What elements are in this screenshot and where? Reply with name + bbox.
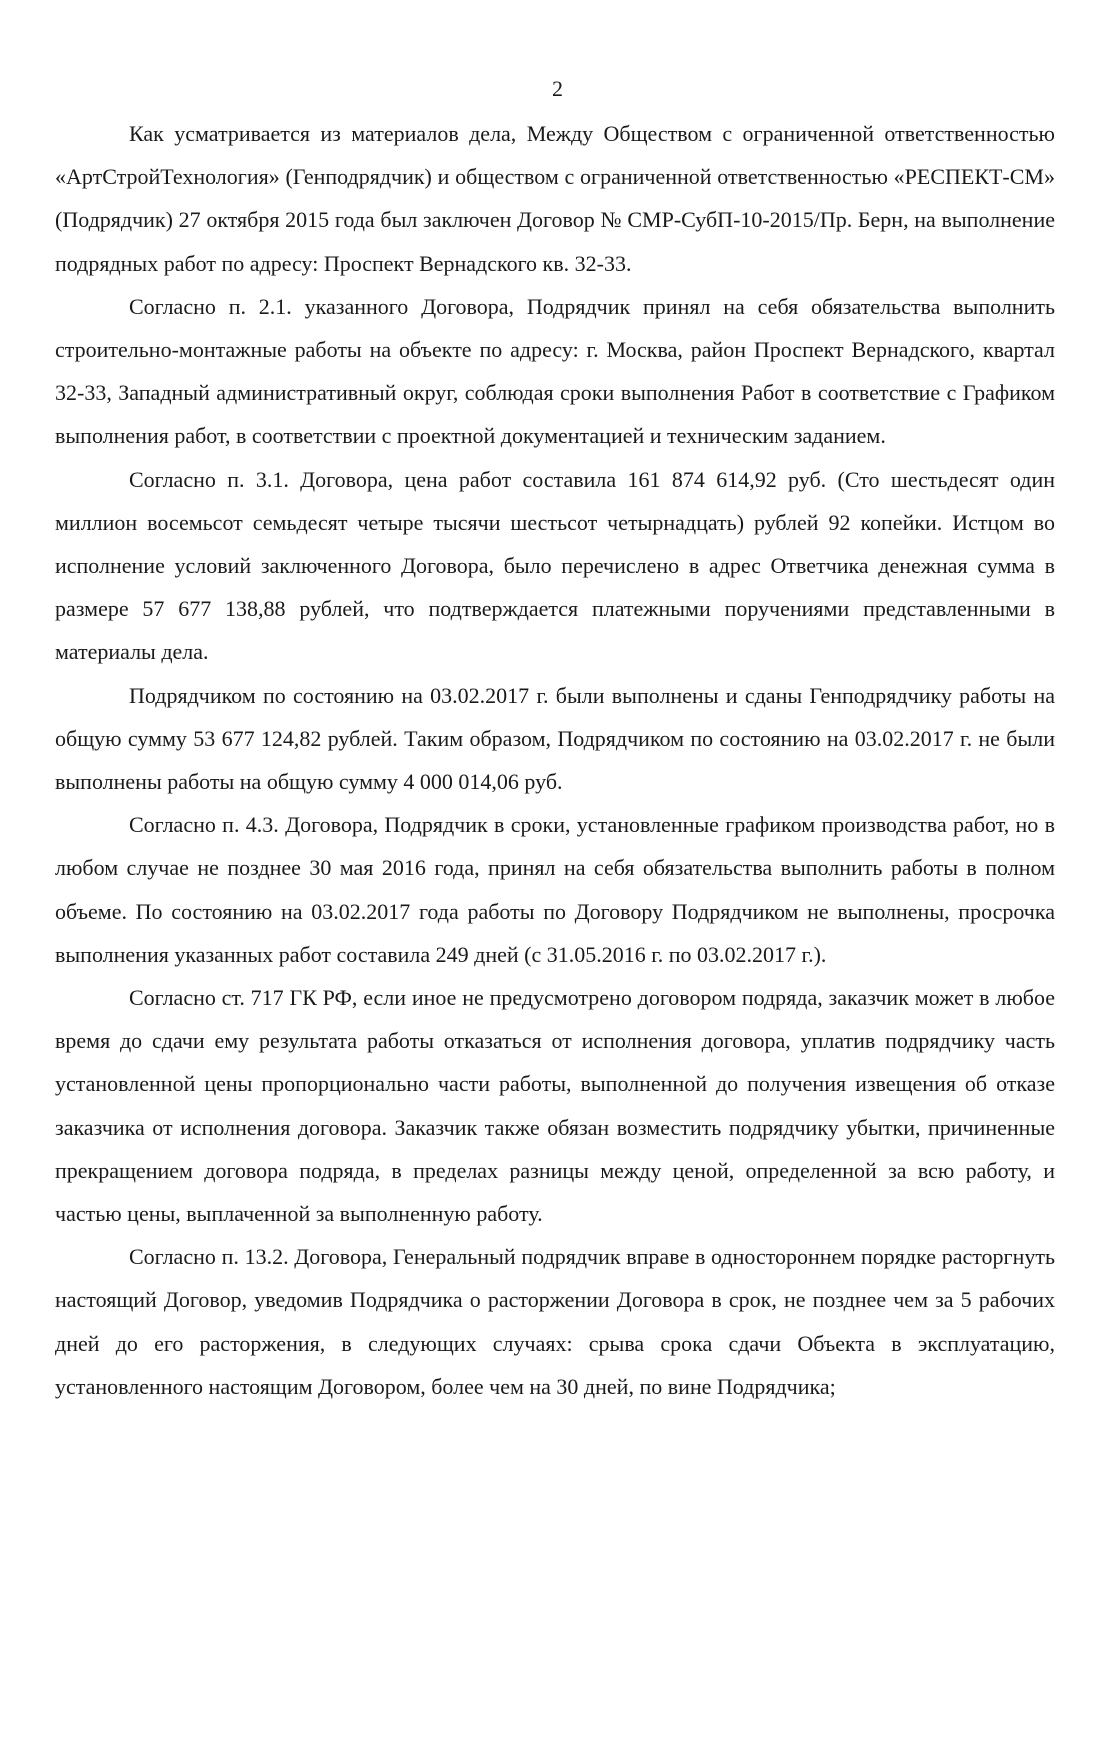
paragraph-clause-4-3: Согласно п. 4.3. Договора, Подрядчик в сроки, установленные графиком производства работ, но в любом случае не позднее 30 мая 2016 года, принял на себя обязательства выполнить работы в полном объеме. По состоянию на 03.02.2017 года работы по Договору Подрядчиком не выполнены, просрочка выполнения указанных работ составила 249 дней (с 31.05.2016 г. по 03.02.2017 г.). bbox=[55, 812, 1055, 967]
document-body bbox=[55, 112, 1055, 1408]
paragraph-clause-13-2: Согласно п. 13.2. Договора, Генеральный подрядчик вправе в одностороннем порядке расторгнуть настоящий Договор, уведомив Подрядчика о расторжении Договора в срок, не позднее чем за 5 рабочих дней до его расторжения, в следующих случаях: срыва срока сдачи Объекта в эксплуатацию, установленного настоящим Договором, более чем на 30 дней, по вине Подрядчика; bbox=[55, 1244, 1055, 1399]
paragraph-clause-2-1: Согласно п. 2.1. указанного Договора, Подрядчик принял на себя обязательства выполнить строительно-монтажные работы на объекте по адресу: г. Москва, район Проспект Вернадского, квартал 32-33, Западный административный округ, соблюдая сроки выполнения Работ в соответствие с Графиком выполнения работ, в соответствии с проектной документацией и техническим заданием. bbox=[55, 293, 1055, 449]
paragraph-clause-3-1: Согласно п. 3.1. Договора, цена работ составила 161 874 614,92 руб. (Сто шестьдесят один миллион восемьсот семьдесят четыре тысячи шестьсот четырнадцать) рублей 92 копейки. Истцом во исполнение условий заключенного Договора, было перечислено в адрес Ответчика денежная сумма в размере 57 677 138,88 рублей, что подтверждается платежными поручениями представленными в материалы дела. bbox=[55, 466, 1055, 665]
paragraph-article-717: Согласно ст. 717 ГК РФ, если иное не предусмотрено договором подряда, заказчик может в любое время до сдачи ему результата работы отказаться от исполнения договора, уплатив подрядчику часть установленной цены пропорционально части работы, выполненной до получения извещения об отказе заказчика от исполнения договора. Заказчик также обязан возместить подрядчику убытки, причиненные прекращением договора подряда, в пределах разницы между ценой, определенной за всю работу, и частью цены, выплаченной за выполненную работу. bbox=[55, 985, 1055, 1227]
paragraph-contract-conclusion: Как усматривается из материалов дела, Между Обществом с ограниченной ответственностью «АртСтройТехнология» (Генподрядчик) и обществом с ограниченной ответственностью «РЕСПЕКТ-СМ» (Подрядчик) 27 октября 2015 года был заключен Договор № СМР-СубП-10-2015/Пр. Берн, на выполнение подрядных работ по адресу: Проспект Вернадского кв. 32-33. bbox=[55, 121, 1055, 276]
page-number: 2 bbox=[552, 76, 563, 101]
paragraph-work-status: Подрядчиком по состоянию на 03.02.2017 г. были выполнены и сданы Генподрядчику работы на общую сумму 53 677 124,82 рублей. Таким образом, Подрядчиком по состоянию на 03.02.2017 г. не были выполнены работы на общую сумму 4 000 014,06 руб. bbox=[55, 682, 1055, 795]
